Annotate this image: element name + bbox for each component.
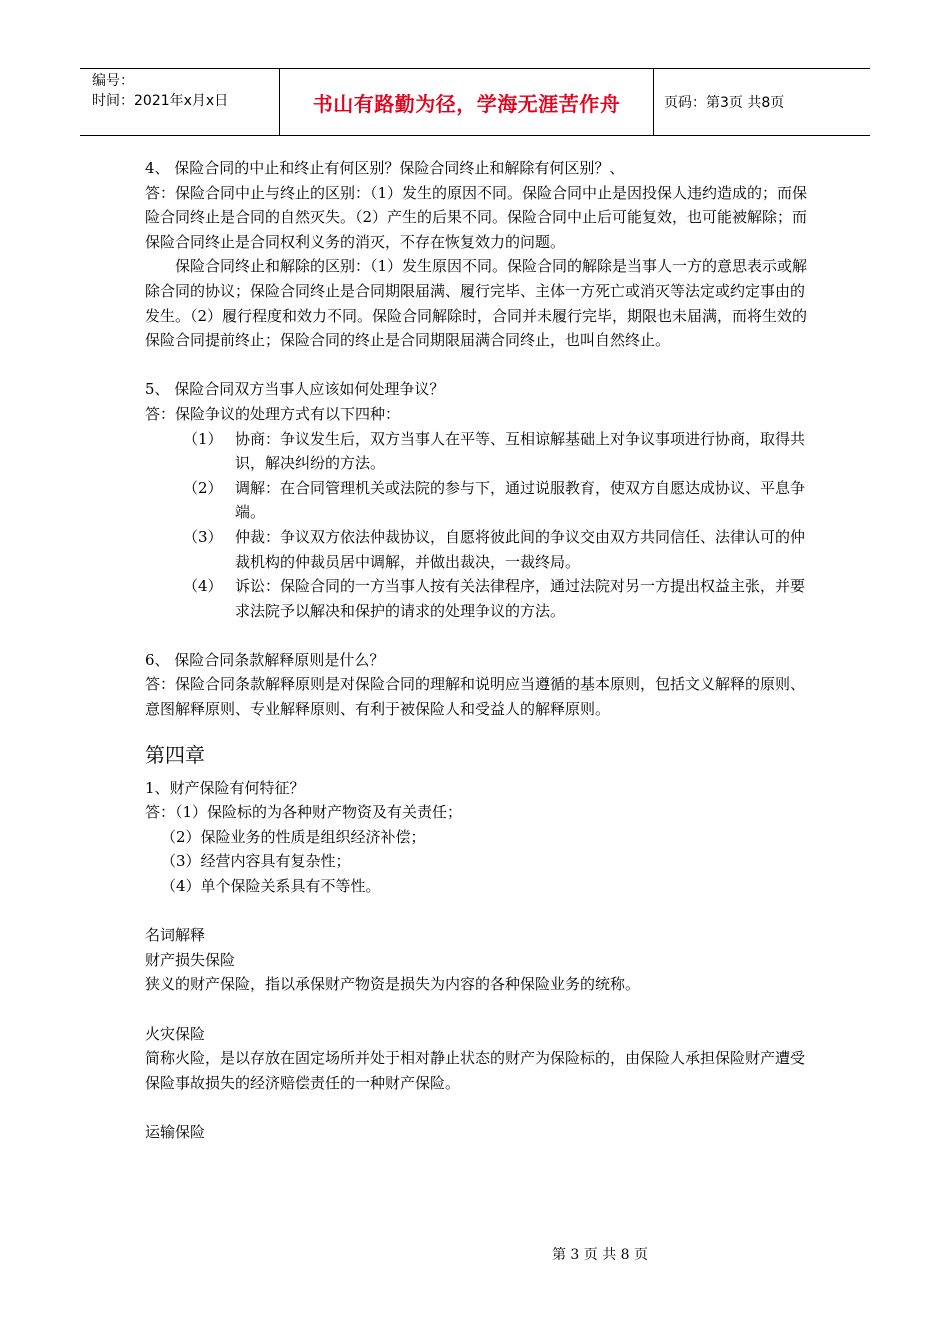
term-definition: 简称火险，是以存放在固定场所并处于相对静止状态的财产为保险标的，由保险人承担保险财产遭受保险事故损失的经济赔偿责任的一种财产保险。 <box>145 1049 806 1092</box>
list-item <box>145 427 815 476</box>
list-item <box>145 476 815 525</box>
motto-text: 书山有路勤为径，学海无涯苦作舟 <box>312 91 621 116</box>
list-item-number: （2） <box>183 478 223 497</box>
list-item-number: （3） <box>183 527 223 546</box>
term-title: 财产损失保险 <box>145 950 236 969</box>
question-4-answer: 答：保险合同中止与终止的区别：（1）发生的原因不同。保险合同中止是因投保人违约造成的；而保险合同终止是合同的自然灭失。（2）产生的后果不同。保险合同中止后可能复效，也可能被解除；而保险合同终止是合同权利义务的消灭，不存在恢复效力的问题。 <box>145 183 808 251</box>
chapter-4-answer-4: （4）单个保险关系具有不等性。 <box>161 877 381 896</box>
chapter-4-question-1: 1、财产保险有何特征？ <box>145 778 305 797</box>
header-page-cell <box>654 69 870 135</box>
terms-heading: 名词解释 <box>145 926 206 945</box>
header-motto-cell <box>280 69 654 135</box>
question-5-title: 5、 保险合同双方当事人应该如何处理争议？ <box>145 380 445 399</box>
question-4-title: 4、 保险合同的中止和终止有何区别？保险合同终止和解除有何区别？、 <box>145 159 625 177</box>
list-item-number: （1） <box>183 429 223 448</box>
list-item-text: 调解：在合同管理机关或法院的参与下，通过说服教育，使双方自愿达成协议、平息争端。 <box>235 478 806 522</box>
question-6-answer: 答：保险合同条款解释原则是对保险合同的理解和说明应当遵循的基本原则，包括文义解释的原则、意图解释原则、专业解释原则、有利于被保险人和受益人的解释原则。 <box>145 675 806 719</box>
page-footer <box>0 1244 950 1264</box>
chapter-4-answer-3: （3）经营内容具有复杂性； <box>161 852 351 871</box>
list-item-number: （4） <box>183 577 223 596</box>
chapter-4-answer-2: （2）保险业务的性质是组织经济补偿； <box>161 827 426 846</box>
term-definition: 狭义的财产保险，指以承保财产物资是损失为内容的各种保险业务的统称。 <box>145 975 641 994</box>
chapter-heading: 第四章 <box>145 742 205 767</box>
question-6-title: 6、 保险合同条款解释原则是什么？ <box>145 650 385 669</box>
chapter-4-answer-1: 答：（1）保险标的为各种财产物资及有关责任； <box>145 803 463 822</box>
term-title: 运输保险 <box>145 1122 206 1141</box>
list-item-text: 仲裁：争议双方依法仲裁协议，自愿将彼此间的争议交由双方共同信任、法律认可的仲裁机构的仲裁员居中调解，并做出裁决，一裁终局。 <box>235 527 806 571</box>
header-left-cell <box>80 69 280 135</box>
footer-page-number: 第 3 页 共 8 页 <box>551 1247 649 1263</box>
list-item <box>145 525 815 574</box>
list-item-text: 诉讼：保险合同的一方当事人按有关法律程序，通过法院对另一方提出权益主张，并要求法院予以解决和保护的请求的处理争议的方法。 <box>235 577 806 620</box>
list-item <box>145 574 815 623</box>
number-label: 编号： <box>92 73 134 89</box>
question-4-answer-part2: 保险合同终止和解除的区别：（1）发生原因不同。保险合同的解除是当事人一方的意思表示或解除合同的协议；保险合同终止是合同期限届满、履行完毕、主体一方死亡或消灭等法定或约定事由的发生。（2）履行程度和效力不同。保险合同解除时，合同并未履行完毕，期限也未届满，而将生效的保险合同提前终止；保险合同的终止是合同期限届满合同终止，也叫自然终止。 <box>145 257 808 350</box>
term-title: 火灾保险 <box>145 1024 206 1043</box>
document-body <box>145 156 815 1145</box>
question-5-intro: 答：保险争议的处理方式有以下四种： <box>145 404 401 423</box>
page-header <box>80 68 870 136</box>
date-label: 时间：2021年x月x日 <box>92 93 229 109</box>
page-info: 页码：第3页 共8页 <box>664 95 785 111</box>
list-item-text: 协商：争议发生后，双方当事人在平等、互相谅解基础上对争议事项进行协商，取得共识，解决纠纷的方法。 <box>235 429 806 473</box>
